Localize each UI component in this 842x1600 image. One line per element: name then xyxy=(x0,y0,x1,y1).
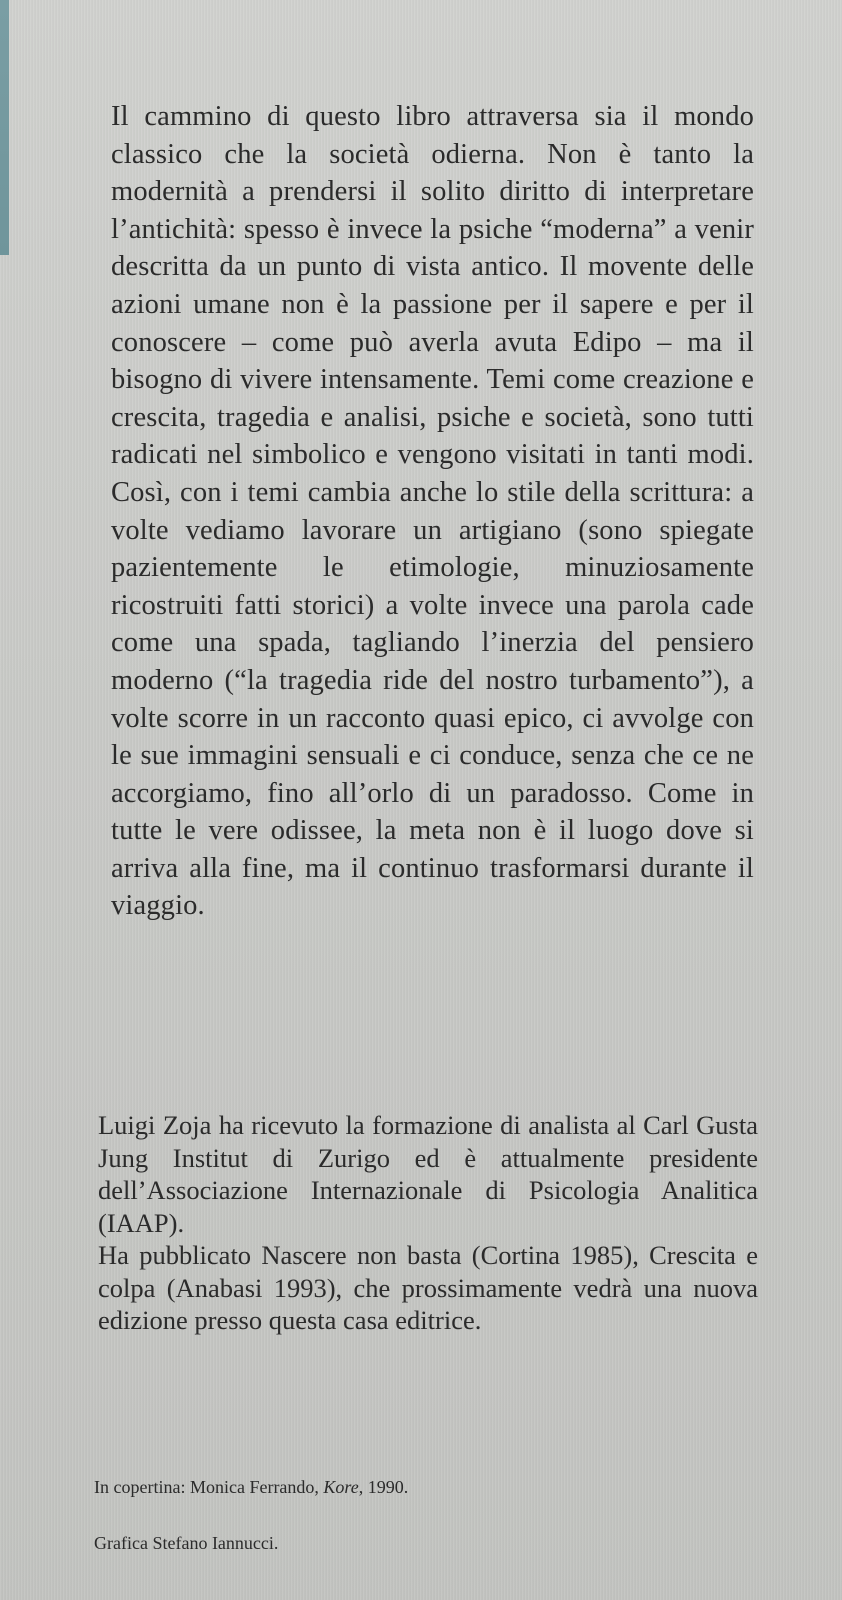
cover-credit xyxy=(94,1476,408,1498)
author-bio-paragraph-2: Ha pubblicato Nascere non basta (Cortina 1985), Crescita e colpa (Anabasi 1993), che prossimamente vedrà una nuova edizione presso questa casa editrice. xyxy=(98,1240,758,1335)
cover-credit-prefix: In copertina: Monica Ferrando, xyxy=(94,1477,324,1497)
author-bio xyxy=(98,1109,758,1337)
cover-artwork-title: Kore xyxy=(323,1477,359,1497)
cover-credit-suffix: , 1990. xyxy=(358,1477,409,1497)
credits xyxy=(94,1476,408,1554)
author-bio-paragraph-1: Luigi Zoja ha ricevuto la formazione di analista al Carl Gusta Jung Institut di Zurigo ed è attualmente presidente dell’Associazione Internazionale di Psicologia Analitica (IAAP). xyxy=(98,1110,758,1238)
graphics-credit: Grafica Stefano Iannucci. xyxy=(94,1533,279,1553)
blurb-paragraph: Il cammino di questo libro attraversa sia il mondo classico che la società odierna. Non è tanto la modernità a prendersi il solito diritto di interpretare l’antichità: spesso è invece la psiche “moderna” a venir descritta da un punto di vista antico. Il movente delle azioni umane non è la passione per il sapere e per il conoscere – come può averla avuta Edipo – ma il bisogno di vivere intensamente. Temi come creazione e crescita, tragedia e analisi, psiche e società, sono tutti radicati nel simbolico e vengono visitati in tanti modi. Così, con i temi cambia anche lo stile della scrittura: a volte vediamo lavorare un artigiano (sono spiegate pazientemente le etimologie, minuziosamente ricostruiti fatti storici) a volte invece una parola cade come una spada, tagliando l’inerzia del pensiero moderno (“la tragedia ride del nostro turbamento”), a volte scorre in un racconto quasi epico, ci avvolge con le sue immagini sensuali e ci conduce, senza che ce ne accorgiamo, fino all’orlo di un paradosso. Come in tutte le vere odissee, la meta non è il luogo dove si arriva alla fine, ma il continuo trasformarsi durante il viaggio. xyxy=(111,101,754,922)
